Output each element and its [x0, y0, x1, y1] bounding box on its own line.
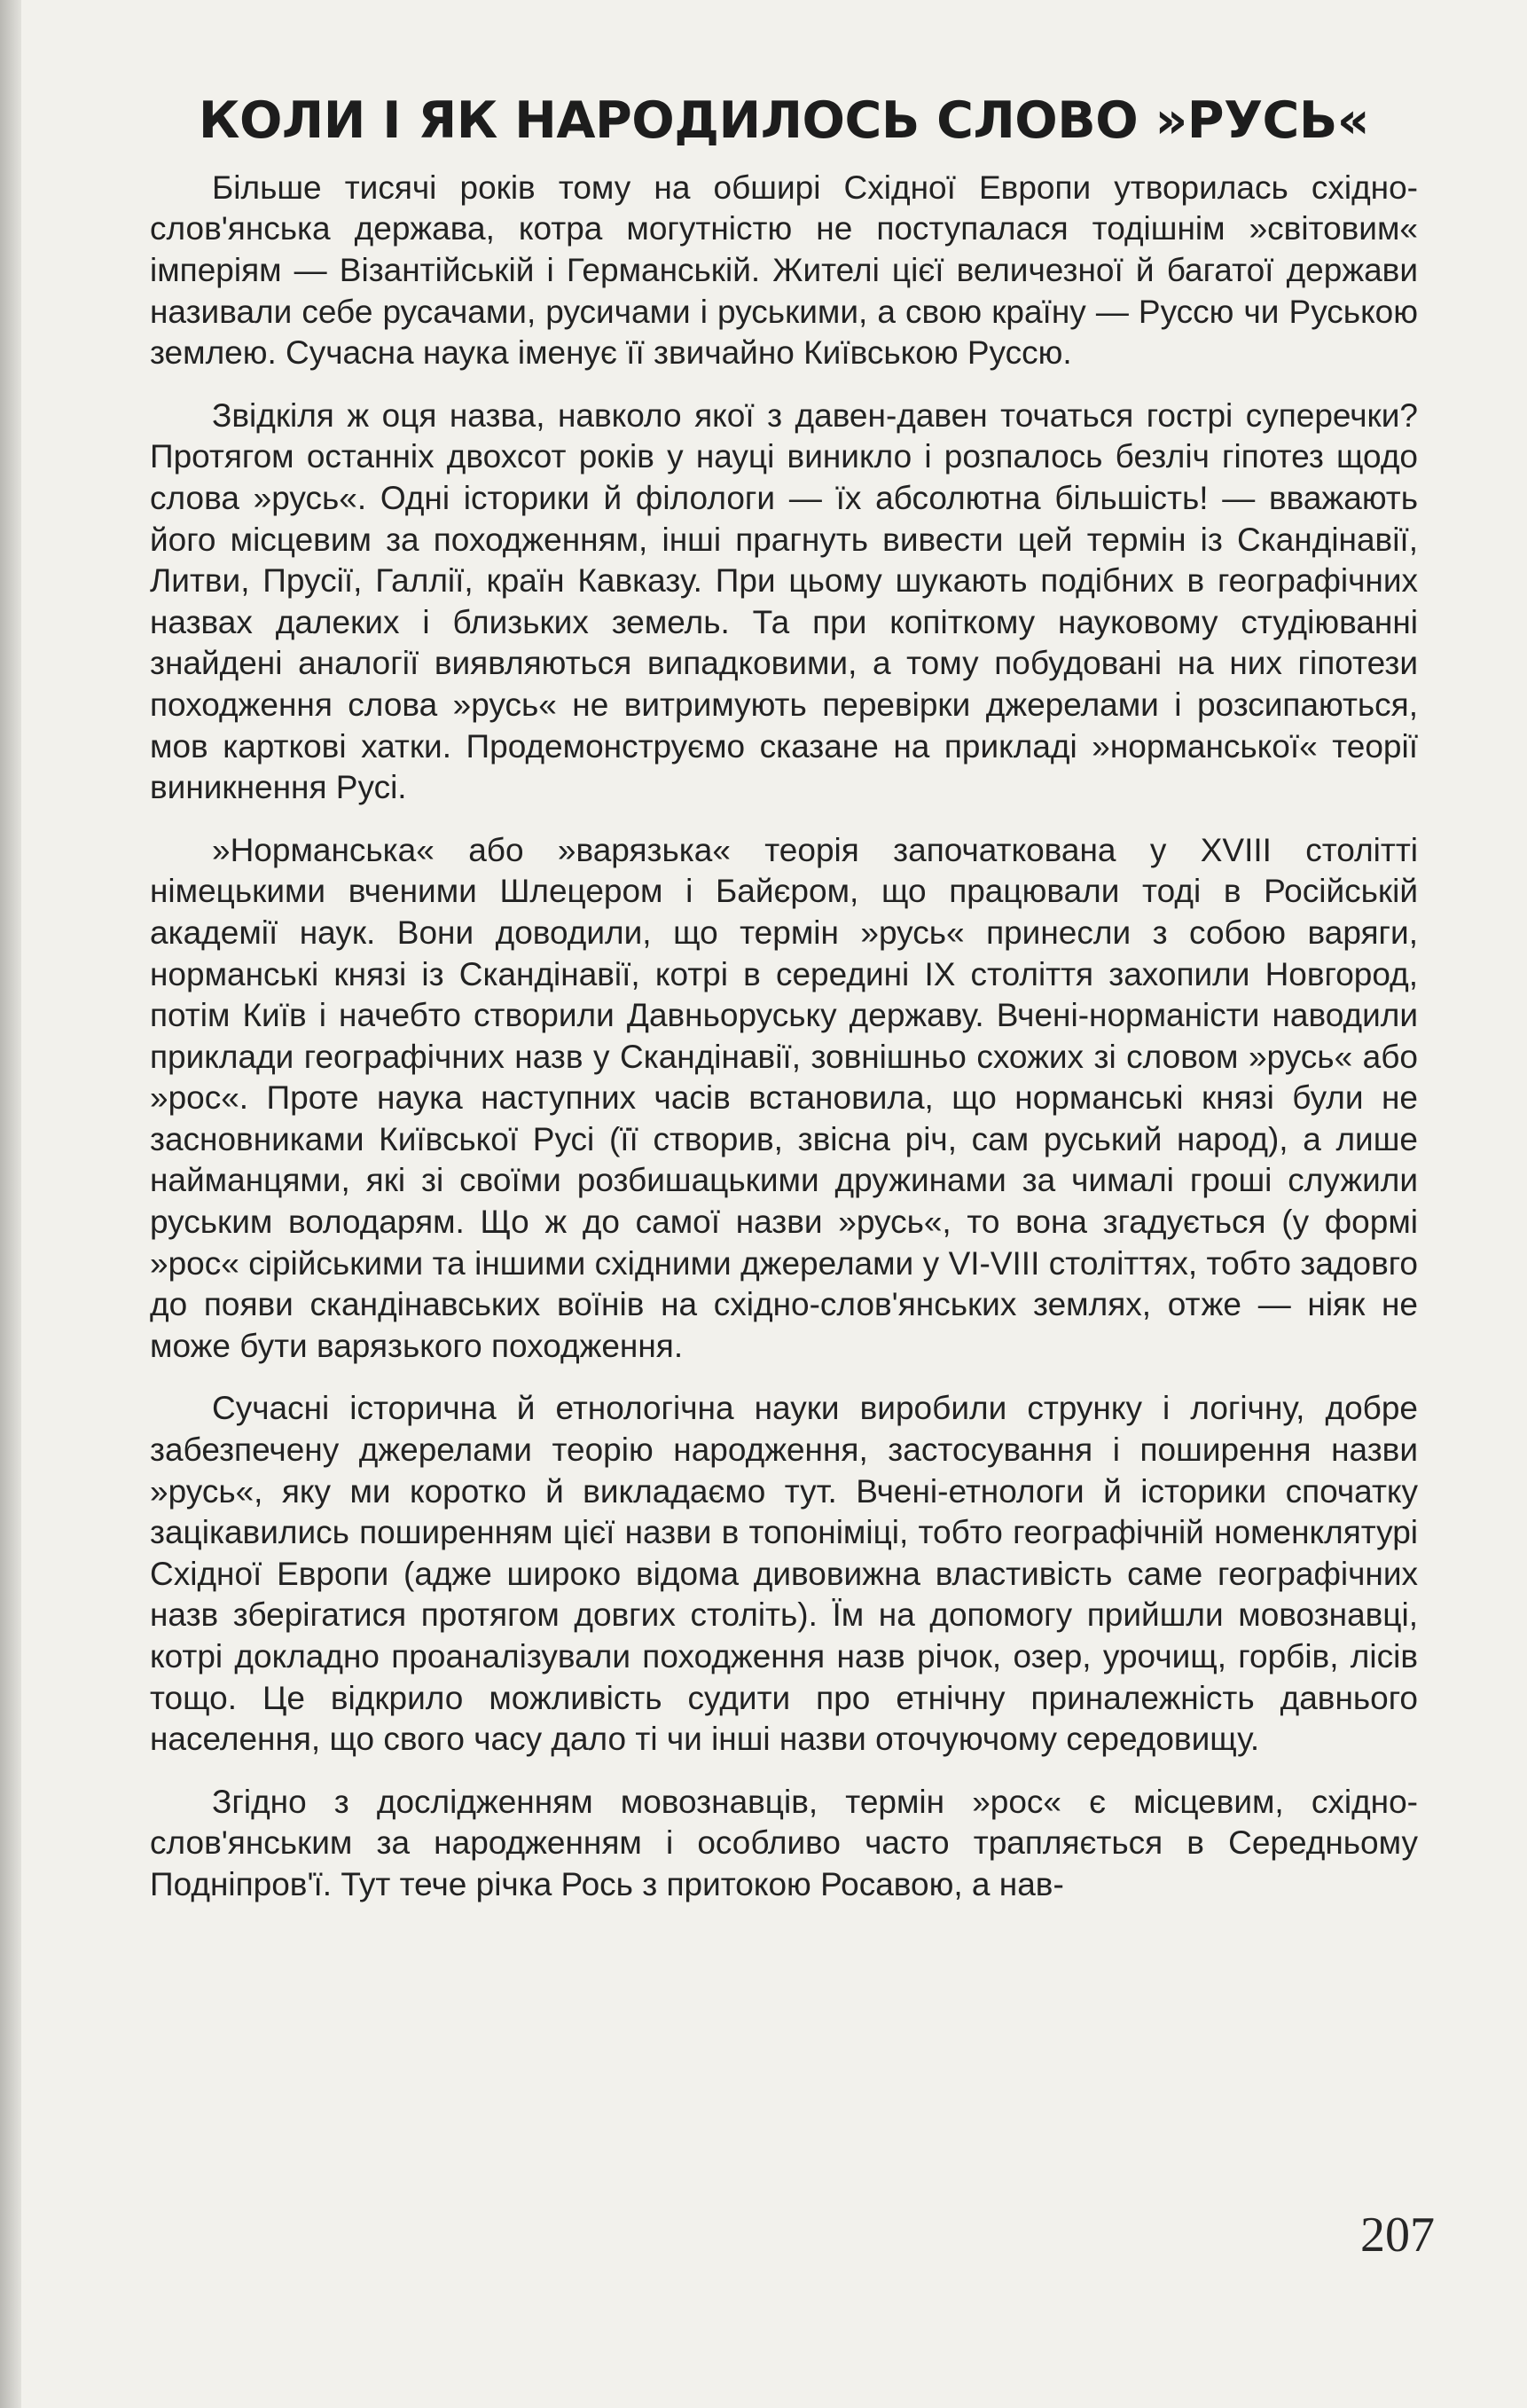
paragraph-2: Звідкіля ж оця назва, навколо якої з давен-давен точаться гострі суперечки? Протягом останніх двохсот років у науці виникло і розпалось безліч гіпотез щодо слова »русь«. Одні історики й філологи — їх абсолютна більшість! — вважають його місцевим за походженням, інші прагнуть вивести цей термін із Скандінавії, Литви, Прусії, Галлії, країн Кавказу. При цьому шукають подібних в географічних назвах далеких і близьких земель. Та при копіткому науковому студіюванні знайдені аналогії виявляються випадковими, а тому побудовані на них гіпотези походження слова »русь« не витримують перевірки джерелами і розсипаються, мов карткові хатки. Продемонструємо сказане на прикладі »норманської« теорії виникнення Русі. [150, 396, 1418, 806]
book-page [21, 0, 1527, 2408]
paragraph-4: Сучасні історична й етнологічна науки виробили струнку і логічну, добре забезпечену джерелами теорію народження, застосування і поширення назви »русь«, яку ми коротко й викладаємо тут. Вчені-етнологи й історики спочатку зацікавились поширенням цієї назви в топоніміці, тобто географічній номенклятурі Східної Европи (адже широко відома дивовижна властивість саме географічних назв зберігатися протягом довгих століть). Їм на допомогу прийшли мовознавці, котрі докладно проаналізували походження назв річок, озер, урочищ, горбів, лісів тощо. Це відкрило можливість судити про етнічну приналежність давнього населення, що свого часу дало ті чи інші назви оточуючому середовищу. [150, 1390, 1418, 1758]
paragraph-1: Більше тисячі років тому на обширі Східної Европи утворилась східно-слов'янська держава, котра могутністю не поступалася тодішнім »світовим« імперіям — Візантійській і Германській. Жителі цієї величезної й багатої держави називали себе русачами, русичами і руськими, а свою країну — Руссю чи Руською землею. Сучасна наука іменує її звичайно Київською Руссю. [150, 169, 1418, 372]
paragraph-5: Згідно з дослідженням мовознавців, термін »рос« є місцевим, східно-слов'янським за народженням і особливо часто трапляється в Середньому Подніпров'ї. Тут тече річка Рось з притокою Росавою, а нав- [150, 1783, 1418, 1902]
page-number: 207 [1360, 2208, 1435, 2263]
page-title: КОЛИ І ЯК НАРОДИЛОСЬ СЛОВО »РУСЬ« [198, 91, 1370, 150]
page-content [150, 93, 1418, 1927]
paragraph-3: »Норманська« або »варязька« теорія започаткована у XVIII столітті німецькими вченими Шлецером і Байєром, що працювали тоді в Російській академії наук. Вони доводили, що термін »русь« принесли з собою варяги, норманські князі із Скандінавії, котрі в середині IX століття захопили Новгород, потім Київ і начебто створили Давньоруську державу. Вчені-норманісти наводили приклади географічних назв у Скандінавії, зовнішньо схожих зі словом »русь« або »рос«. Проте наука наступних часів встановила, що норманські князі були не засновниками Київської Русі (її створив, звісна річ, сам руський народ), а лише найманцями, які зі своїми розбишацькими дружинами за чималі гроші служили руським володарям. Що ж до самої назви »русь«, то вона згадується (у формі »рос« сірійськими та іншими східними джерелами у VI-VIII століттях, тобто задовго до появи скандінавських воїнів на східно-слов'янських землях, отже — ніяк не може бути варязького походження. [150, 831, 1418, 1364]
page-binding-shadow [0, 0, 21, 2408]
